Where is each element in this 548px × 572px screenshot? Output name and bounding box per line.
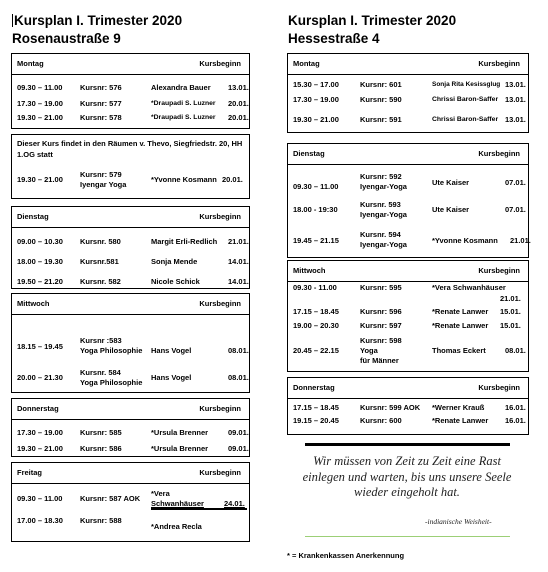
quote-bottom-divider [305, 536, 510, 537]
kursbeginn-label: Kursbeginn [199, 212, 241, 221]
kursbeginn-label: Kursbeginn [199, 299, 241, 308]
kursbeginn-label: Kursbeginn [478, 383, 520, 392]
day-label: Donnerstag [17, 404, 59, 413]
text-cursor [12, 14, 13, 27]
kursbeginn-label: Kursbeginn [199, 468, 241, 477]
left-friday-box: Freitag Kursbeginn 09.30 – 11.00 Kursnr: 587 AOK *Vera Schwanhäuser 24.01. 17.00 – 18.30 Kursnr: 588 *Andrea Recla [11, 462, 250, 542]
quote-top-bar [305, 443, 510, 446]
kursbeginn-label: Kursbeginn [478, 266, 520, 275]
right-thursday-box: Donnerstag Kursbeginn 17.15 – 18.45 Kursnr: 599 AOK *Werner Krauß 16.01. 19.15 – 20.45 Kursnr: 600 *Renate Lanwer 16.01. [287, 377, 529, 435]
left-thursday-box: Donnerstag Kursbeginn 17.30 – 19.00 Kursnr: 585 *Ursula Brenner 09.01. 19.30 – 21.00 Kursnr: 586 *Ursula Brenner 09.01. [11, 398, 250, 457]
day-label: Montag [293, 59, 320, 68]
left-title: Kursplan I. Trimester 2020 [14, 13, 183, 28]
day-label: Dienstag [17, 212, 49, 221]
right-monday-box: Montag Kursbeginn 15.30 – 17.00 Kursnr: 601 Sonja Rita Kesissglug 13.01. 17.30 – 19.00 Kursnr: 590 Chrissi Baron-Saffer 13.01. 19.30 – 21.00 Kursnr: 591 Chrissi Baron-Saffer 13.01. [287, 53, 529, 133]
underline-rule [151, 508, 247, 510]
left-location-note-box: Dieser Kurs findet in den Räumen v. Thevo, Siegfriedstr. 20, HH 1.OG statt 19.30 – 21.00 Kursnr: 579 Iyengar Yoga *Yvonne Kosmann 20.01. [11, 134, 250, 199]
right-wednesday-box: Mittwoch Kursbeginn 09.30 - 11.00 Kursnr: 595 *Vera Schwanhäuser 21.01. 17.15 – 18.45 Kursnr: 596 *Renate Lanwer 15.01. 19.00 – 20.30 Kursnr: 597 *Renate Lanwer 15.01. 20.45 – 22.15 Kursnr: 598 Yoga für Männer Thomas Eckert 08.01. [287, 260, 529, 372]
left-wednesday-box: Mittwoch Kursbeginn 18.15 – 19.45 Kursnr :583 Yoga Philosophie Hans Vogel 08.01. 20.00 – 21.30 Kursnr. 584 Yoga Philosophie Hans Vogel 08.01. [11, 293, 250, 393]
day-label: Mittwoch [293, 266, 326, 275]
right-subtitle: Hessestraße 4 [288, 31, 380, 46]
day-label: Dienstag [293, 149, 325, 158]
day-label: Donnerstag [293, 383, 335, 392]
footnote: * = Krankenkassen Anerkennung [287, 551, 405, 560]
left-monday-box: Montag Kursbeginn 09.30 – 11.00 Kursnr: 576 Alexandra Bauer 13.01. 17.30 – 19.00 Kursnr: 577 *Draupadi S. Luzner 20.01. 19.30 – 21.00 Kursnr: 578 *Draupadi S. Luzner 20.01. [11, 53, 250, 129]
day-label: Montag [17, 59, 44, 68]
right-title: Kursplan I. Trimester 2020 [288, 13, 457, 28]
location-note: Dieser Kurs findet in den Räumen v. Thevo, Siegfriedstr. 20, HH 1.OG statt [17, 139, 243, 159]
right-tuesday-box: Dienstag Kursbeginn 09.30 – 11.00 Kursnr: 592 Iyengar-Yoga Ute Kaiser 07.01. 18.00 - 19:30 Kursnr. 593 Iyengar-Yoga Ute Kaiser 07.01. 19.45 – 21.15 Kursnr. 594 Iyengar-Yoga *Yvonne Kosmann 21.01. [287, 143, 529, 258]
kursbeginn-label: Kursbeginn [199, 404, 241, 413]
quote-text: Wir müssen von Zeit zu Zeit eine Rast einlegen und warten, bis uns unsere Seele wieder eingeholt hat. [302, 454, 512, 499]
kursbeginn-label: Kursbeginn [478, 59, 520, 68]
left-tuesday-box: Dienstag Kursbeginn 09.00 – 10.30 Kursnr. 580 Margit Erli-Redlich 21.01. 18.00 – 19.30 Kursnr.581 Sonja Mende 14.01. 19.50 – 21.20 Kursnr. 582 Nicole Schick 14.01. [11, 206, 250, 289]
quote-author: -indianische Weisheit- [425, 517, 492, 526]
kursbeginn-label: Kursbeginn [199, 59, 241, 68]
kursbeginn-label: Kursbeginn [478, 149, 520, 158]
left-subtitle: Rosenaustraße 9 [12, 31, 121, 46]
day-label: Freitag [17, 468, 43, 477]
day-label: Mittwoch [17, 299, 50, 308]
